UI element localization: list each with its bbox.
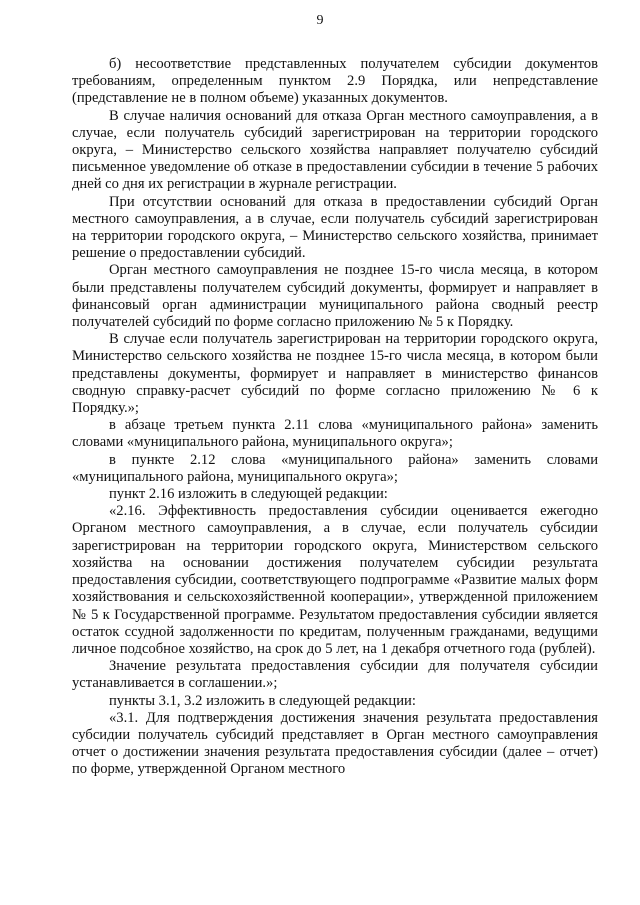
page-number: 9 xyxy=(316,13,324,28)
paragraph-6: в абзаце третьем пункта 2.11 слова «муниципального района» заменить словами «муниципального района, муниципального округа»; xyxy=(72,417,598,451)
paragraph-5: В случае если получатель зарегистрирован на территории городского округа, Министерство сельского хозяйства не позднее 15-го числа месяца, в котором были представлены документы, формирует и направляет в министерство финансов сводную справку-расчет субсидий по форме согласно приложению № 6 к Порядку.»; xyxy=(72,331,598,417)
paragraph-3: При отсутствии оснований для отказа в предоставлении субсидий Орган местного самоуправления, а в случае, если получатель субсидий зарегистрирован на территории городского округа, – Министерство сельского хозяйства, принимает решение о предоставлении субсидий. xyxy=(72,193,598,262)
paragraph-4: Орган местного самоуправления не позднее 15-го числа месяца, в котором были представлены получателем субсидий документы, формирует и направляет в финансовый орган администрации муниципального района сводный реестр получателей субсидий по форме согласно приложению № 5 к Порядку. xyxy=(72,262,598,331)
paragraph-12: «3.1. Для подтверждения достижения значения результата предоставления субсидии получатель субсидий представляет в Орган местного самоуправления отчет о достижении значения результата предоставления субсидии (далее – отчет) по форме, утвержденной Органом местного xyxy=(72,709,598,778)
paragraph-7: в пункте 2.12 слова «муниципального района» заменить словами «муниципального района, муниципального округа»; xyxy=(72,451,598,485)
paragraph-10: Значение результата предоставления субсидии для получателя субсидии устанавливается в соглашении.»; xyxy=(72,658,598,692)
paragraph-11: пункты 3.1, 3.2 изложить в следующей редакции: xyxy=(109,692,416,709)
paragraph-2: В случае наличия оснований для отказа Орган местного самоуправления, а в случае, если получатель субсидий зарегистрирован на территории городского округа, – Министерство сельского хозяйства направляет получателю субсидий письменное уведомление об отказе в предоставлении субсидии в течение 5 рабочих дней со дня их регистрации в журнале регистрации. xyxy=(72,107,598,193)
paragraph-9: «2.16. Эффективность предоставления субсидии оценивается ежегодно Органом местного самоуправления, а в случае, если получатель субсидии зарегистрирован на территории городского округа, Министерством сельского хозяйства на основании достижения получателем субсидии результата предоставления субсидии, соответствующего подпрограмме «Развитие малых форм хозяйствования и сельскохозяйственной кооперации», утвержденной приложением № 5 к Государственной программе. Результатом предоставления субсидии является остаток ссудной задолженности по кредитам, полученным гражданами, ведущими личное подсобное хозяйство, на срок до 5 лет, на 1 декабря отчетного года (рублей). xyxy=(72,503,598,657)
paragraph-8: пункт 2.16 изложить в следующей редакции: xyxy=(109,486,388,503)
paragraph-1: б) несоответствие представленных получателем субсидии документов требованиям, определенным пунктом 2.9 Порядка, или непредставление (представление не в полном объеме) указанных документов. xyxy=(72,56,598,107)
document-body xyxy=(72,56,598,779)
